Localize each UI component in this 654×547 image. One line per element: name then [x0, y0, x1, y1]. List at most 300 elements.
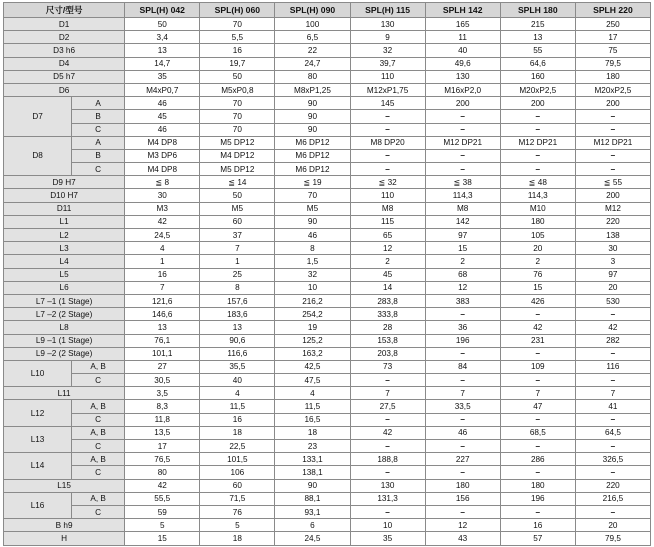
table-row [4, 163, 651, 176]
value-cell: 200 [575, 97, 650, 110]
value-cell: 24,5 [125, 229, 200, 242]
value-cell: 42 [125, 215, 200, 228]
value-cell: 105 [500, 229, 575, 242]
value-cell: – [425, 374, 500, 387]
value-cell: 203,8 [350, 347, 425, 360]
table-row [4, 31, 651, 44]
value-cell: 59 [125, 505, 200, 518]
header-cell-model: SPL(H) 090 [275, 3, 350, 18]
value-cell: 32 [275, 268, 350, 281]
value-cell: 7 [575, 387, 650, 400]
value-cell: 220 [575, 215, 650, 228]
value-cell: M4 DP8 [125, 136, 200, 149]
row-group-label: D7 [4, 97, 72, 137]
value-cell: 8,3 [125, 400, 200, 413]
row-sub-label: C [72, 505, 125, 518]
header-cell-model: SPL(H) 042 [125, 3, 200, 18]
value-cell: 10 [275, 281, 350, 294]
value-cell: 426 [500, 294, 575, 307]
value-cell: 333,8 [350, 308, 425, 321]
value-cell: 68,5 [500, 426, 575, 439]
value-cell: 8 [275, 242, 350, 255]
value-cell: 138,1 [275, 466, 350, 479]
row-group-label: L16 [4, 492, 72, 518]
value-cell: 2 [425, 255, 500, 268]
value-cell: 283,8 [350, 294, 425, 307]
value-cell: 13 [200, 321, 275, 334]
value-cell: 43 [425, 532, 500, 545]
value-cell: 116 [575, 360, 650, 373]
value-cell: – [575, 374, 650, 387]
row-group-label: L10 [4, 360, 72, 386]
value-cell: 70 [200, 18, 275, 31]
value-cell: 3 [575, 255, 650, 268]
table-row [4, 242, 651, 255]
row-label: D1 [4, 18, 125, 31]
row-label: L4 [4, 255, 125, 268]
value-cell: 165 [425, 18, 500, 31]
row-group-label: L13 [4, 426, 72, 452]
value-cell: 42 [125, 479, 200, 492]
value-cell: 45 [125, 110, 200, 123]
row-sub-label: C [72, 163, 125, 176]
row-group-label: D8 [4, 136, 72, 176]
value-cell: 60 [200, 215, 275, 228]
table-row [4, 519, 651, 532]
row-sub-label: A, B [72, 492, 125, 505]
value-cell: 7 [425, 387, 500, 400]
row-sub-label: A, B [72, 426, 125, 439]
value-cell: – [575, 413, 650, 426]
value-cell: 76,1 [125, 334, 200, 347]
value-cell: – [500, 308, 575, 321]
value-cell: 254,2 [275, 308, 350, 321]
table-row [4, 466, 651, 479]
value-cell: 64,6 [500, 57, 575, 70]
value-cell: 12 [425, 519, 500, 532]
table-row [4, 347, 651, 360]
value-cell: M12xP1,75 [350, 83, 425, 96]
value-cell: – [425, 413, 500, 426]
value-cell: ≦ 32 [350, 176, 425, 189]
value-cell: – [575, 505, 650, 518]
table-row [4, 255, 651, 268]
value-cell: 250 [575, 18, 650, 31]
table-row [4, 400, 651, 413]
row-label: D2 [4, 31, 125, 44]
table-row [4, 215, 651, 228]
value-cell: 65 [350, 229, 425, 242]
value-cell: 100 [275, 18, 350, 31]
value-cell: 110 [350, 70, 425, 83]
row-sub-label: C [72, 413, 125, 426]
value-cell: M12 DP21 [425, 136, 500, 149]
header-cell-model: SPLH 180 [500, 3, 575, 18]
value-cell: 18 [200, 532, 275, 545]
value-cell: 70 [200, 110, 275, 123]
value-cell: 70 [275, 189, 350, 202]
value-cell: 5 [200, 519, 275, 532]
value-cell: 27,5 [350, 400, 425, 413]
value-cell: 106 [200, 466, 275, 479]
value-cell: 90,6 [200, 334, 275, 347]
value-cell: 60 [200, 479, 275, 492]
header-cell-model: SPLH 220 [575, 3, 650, 18]
value-cell: 35 [125, 70, 200, 83]
value-cell: 33,5 [425, 400, 500, 413]
value-cell: – [425, 347, 500, 360]
header-row [4, 3, 651, 18]
value-cell: ≦ 48 [500, 176, 575, 189]
value-cell: M6 DP12 [275, 149, 350, 162]
value-cell: M4 DP8 [125, 163, 200, 176]
value-cell: 47 [500, 400, 575, 413]
value-cell: – [575, 440, 650, 453]
value-cell: 27 [125, 360, 200, 373]
row-label: L3 [4, 242, 125, 255]
value-cell: 32 [350, 44, 425, 57]
value-cell: 383 [425, 294, 500, 307]
value-cell: M5 DP12 [200, 163, 275, 176]
value-cell: – [575, 110, 650, 123]
row-sub-label: C [72, 466, 125, 479]
value-cell: 55 [500, 44, 575, 57]
value-cell: 70 [200, 97, 275, 110]
row-label: L5 [4, 268, 125, 281]
value-cell: 286 [500, 453, 575, 466]
value-cell: – [500, 374, 575, 387]
value-cell: 79,5 [575, 532, 650, 545]
value-cell: 80 [275, 70, 350, 83]
row-sub-label: C [72, 440, 125, 453]
value-cell: 180 [425, 479, 500, 492]
value-cell: 47,5 [275, 374, 350, 387]
value-cell: M8 [425, 202, 500, 215]
value-cell: 97 [575, 268, 650, 281]
value-cell: 11,5 [200, 400, 275, 413]
row-label: D3 h6 [4, 44, 125, 57]
value-cell: M4xP0,7 [125, 83, 200, 96]
row-sub-label: A, B [72, 360, 125, 373]
value-cell: 64,5 [575, 426, 650, 439]
value-cell: 326,5 [575, 453, 650, 466]
row-sub-label: B [72, 149, 125, 162]
value-cell: 1 [125, 255, 200, 268]
table-row [4, 97, 651, 110]
value-cell: – [500, 163, 575, 176]
value-cell: 110 [350, 189, 425, 202]
value-cell: M5 [275, 202, 350, 215]
value-cell: 75 [575, 44, 650, 57]
value-cell: 22 [275, 44, 350, 57]
value-cell: – [575, 466, 650, 479]
value-cell: 80 [125, 466, 200, 479]
value-cell: 5,5 [200, 31, 275, 44]
value-cell: 39,7 [350, 57, 425, 70]
value-cell: 121,6 [125, 294, 200, 307]
value-cell: 16 [500, 519, 575, 532]
row-sub-label: A, B [72, 453, 125, 466]
value-cell: 16 [125, 268, 200, 281]
value-cell: – [350, 466, 425, 479]
value-cell: – [350, 505, 425, 518]
value-cell: M8 DP20 [350, 136, 425, 149]
value-cell: 10 [350, 519, 425, 532]
value-cell: 24,5 [275, 532, 350, 545]
value-cell: 30 [125, 189, 200, 202]
value-cell: 20 [500, 242, 575, 255]
value-cell: – [500, 123, 575, 136]
value-cell: 163,2 [275, 347, 350, 360]
row-label: D4 [4, 57, 125, 70]
value-cell: 42 [575, 321, 650, 334]
value-cell: M20xP2,5 [500, 83, 575, 96]
table-row [4, 334, 651, 347]
table-row [4, 281, 651, 294]
table-row [4, 123, 651, 136]
value-cell: 17 [575, 31, 650, 44]
value-cell: 97 [425, 229, 500, 242]
value-cell: 180 [500, 479, 575, 492]
row-label: D11 [4, 202, 125, 215]
value-cell: 68 [425, 268, 500, 281]
value-cell: 4 [200, 387, 275, 400]
value-cell: 115 [350, 215, 425, 228]
table-row [4, 492, 651, 505]
value-cell: 84 [425, 360, 500, 373]
value-cell: 50 [200, 70, 275, 83]
spec-table-container [3, 2, 651, 546]
value-cell: – [350, 413, 425, 426]
table-row [4, 44, 651, 57]
value-cell: – [425, 149, 500, 162]
value-cell: 530 [575, 294, 650, 307]
row-label: L11 [4, 387, 125, 400]
value-cell: – [500, 466, 575, 479]
value-cell: 20 [575, 281, 650, 294]
row-label: L1 [4, 215, 125, 228]
value-cell: 101,1 [125, 347, 200, 360]
value-cell: 25 [200, 268, 275, 281]
value-cell: 15 [500, 281, 575, 294]
value-cell: M12 DP21 [500, 136, 575, 149]
value-cell: – [425, 440, 500, 453]
value-cell: 13 [125, 321, 200, 334]
value-cell: 35 [350, 532, 425, 545]
value-cell: 9 [350, 31, 425, 44]
value-cell: – [425, 466, 500, 479]
value-cell: 71,5 [200, 492, 275, 505]
value-cell: 125,2 [275, 334, 350, 347]
table-row [4, 57, 651, 70]
value-cell: 73 [350, 360, 425, 373]
value-cell: 40 [425, 44, 500, 57]
value-cell: M6 DP12 [275, 163, 350, 176]
table-row [4, 387, 651, 400]
value-cell: – [500, 505, 575, 518]
value-cell: 42 [500, 321, 575, 334]
row-group-label: L12 [4, 400, 72, 426]
table-row [4, 189, 651, 202]
value-cell: 3,4 [125, 31, 200, 44]
value-cell: 282 [575, 334, 650, 347]
value-cell: 13 [500, 31, 575, 44]
value-cell: 90 [275, 123, 350, 136]
value-cell: 76,5 [125, 453, 200, 466]
table-row [4, 479, 651, 492]
value-cell: 130 [350, 479, 425, 492]
value-cell: 114,3 [425, 189, 500, 202]
value-cell: 200 [500, 97, 575, 110]
value-cell: – [500, 440, 575, 453]
row-sub-label: A [72, 136, 125, 149]
value-cell: – [425, 505, 500, 518]
value-cell: M10 [500, 202, 575, 215]
value-cell: 30,5 [125, 374, 200, 387]
value-cell: 49,6 [425, 57, 500, 70]
value-cell: 42 [350, 426, 425, 439]
value-cell: 138 [575, 229, 650, 242]
value-cell: M16xP2,0 [425, 83, 500, 96]
value-cell: 40 [200, 374, 275, 387]
table-row [4, 229, 651, 242]
row-label: D6 [4, 83, 125, 96]
value-cell: 30 [575, 242, 650, 255]
row-label: D10 H7 [4, 189, 125, 202]
value-cell: 15 [125, 532, 200, 545]
value-cell: – [575, 149, 650, 162]
value-cell: 22,5 [200, 440, 275, 453]
value-cell: – [350, 149, 425, 162]
value-cell: 131,3 [350, 492, 425, 505]
value-cell: – [500, 149, 575, 162]
header-cell-model: SPL(H) 115 [350, 3, 425, 18]
value-cell: 24,7 [275, 57, 350, 70]
table-row [4, 308, 651, 321]
value-cell: 46 [125, 123, 200, 136]
value-cell: M5 DP12 [200, 136, 275, 149]
value-cell: 146,6 [125, 308, 200, 321]
value-cell: 7 [200, 242, 275, 255]
value-cell: 116,6 [200, 347, 275, 360]
value-cell: 46 [125, 97, 200, 110]
table-row [4, 149, 651, 162]
value-cell: 215 [500, 18, 575, 31]
value-cell: 7 [125, 281, 200, 294]
value-cell: – [500, 413, 575, 426]
table-row [4, 505, 651, 518]
value-cell: ≦ 55 [575, 176, 650, 189]
value-cell: 188,8 [350, 453, 425, 466]
value-cell: 76 [200, 505, 275, 518]
row-label: L8 [4, 321, 125, 334]
value-cell: 17 [125, 440, 200, 453]
value-cell: 55,5 [125, 492, 200, 505]
value-cell: 130 [350, 18, 425, 31]
value-cell: 7 [500, 387, 575, 400]
value-cell: M8 [350, 202, 425, 215]
value-cell: 14,7 [125, 57, 200, 70]
table-row [4, 440, 651, 453]
table-row [4, 453, 651, 466]
value-cell: 20 [575, 519, 650, 532]
value-cell: 160 [500, 70, 575, 83]
value-cell: 90 [275, 215, 350, 228]
value-cell: 18 [275, 426, 350, 439]
value-cell: 196 [500, 492, 575, 505]
value-cell: M12 [575, 202, 650, 215]
row-label: L15 [4, 479, 125, 492]
value-cell: 50 [200, 189, 275, 202]
row-label: D5 h7 [4, 70, 125, 83]
row-label: L9 –2 (2 Stage) [4, 347, 125, 360]
value-cell: 216,2 [275, 294, 350, 307]
value-cell: M5 [200, 202, 275, 215]
value-cell: 200 [425, 97, 500, 110]
value-cell: 180 [500, 215, 575, 228]
value-cell: 216,5 [575, 492, 650, 505]
row-sub-label: A [72, 97, 125, 110]
table-row [4, 294, 651, 307]
table-row [4, 413, 651, 426]
value-cell: 36 [425, 321, 500, 334]
value-cell: – [500, 347, 575, 360]
value-cell: 11 [425, 31, 500, 44]
value-cell: 114,3 [500, 189, 575, 202]
value-cell: 70 [200, 123, 275, 136]
value-cell: 19,7 [200, 57, 275, 70]
value-cell: 90 [275, 110, 350, 123]
value-cell: 28 [350, 321, 425, 334]
value-cell: 180 [575, 70, 650, 83]
table-row [4, 110, 651, 123]
row-label: H [4, 532, 125, 545]
row-label: D9 H7 [4, 176, 125, 189]
value-cell: 2 [350, 255, 425, 268]
value-cell: 227 [425, 453, 500, 466]
value-cell: 15 [425, 242, 500, 255]
value-cell: 13 [125, 44, 200, 57]
value-cell: M3 [125, 202, 200, 215]
value-cell: – [350, 163, 425, 176]
value-cell: M3 DP6 [125, 149, 200, 162]
row-label: B h9 [4, 519, 125, 532]
value-cell: 200 [575, 189, 650, 202]
table-row [4, 426, 651, 439]
value-cell: 88,1 [275, 492, 350, 505]
row-label: L2 [4, 229, 125, 242]
value-cell: – [500, 110, 575, 123]
value-cell: 57 [500, 532, 575, 545]
value-cell: – [425, 163, 500, 176]
row-sub-label: A, B [72, 400, 125, 413]
value-cell: 90 [275, 479, 350, 492]
value-cell: 142 [425, 215, 500, 228]
value-cell: 1 [200, 255, 275, 268]
value-cell: – [575, 123, 650, 136]
value-cell: 45 [350, 268, 425, 281]
table-body [4, 18, 651, 546]
value-cell: 157,6 [200, 294, 275, 307]
value-cell: 41 [575, 400, 650, 413]
dimension-spec-table [3, 2, 651, 546]
row-group-label: L14 [4, 453, 72, 479]
value-cell: 1,5 [275, 255, 350, 268]
value-cell: 18 [200, 426, 275, 439]
value-cell: – [350, 374, 425, 387]
value-cell: M8xP1,25 [275, 83, 350, 96]
row-label: L6 [4, 281, 125, 294]
